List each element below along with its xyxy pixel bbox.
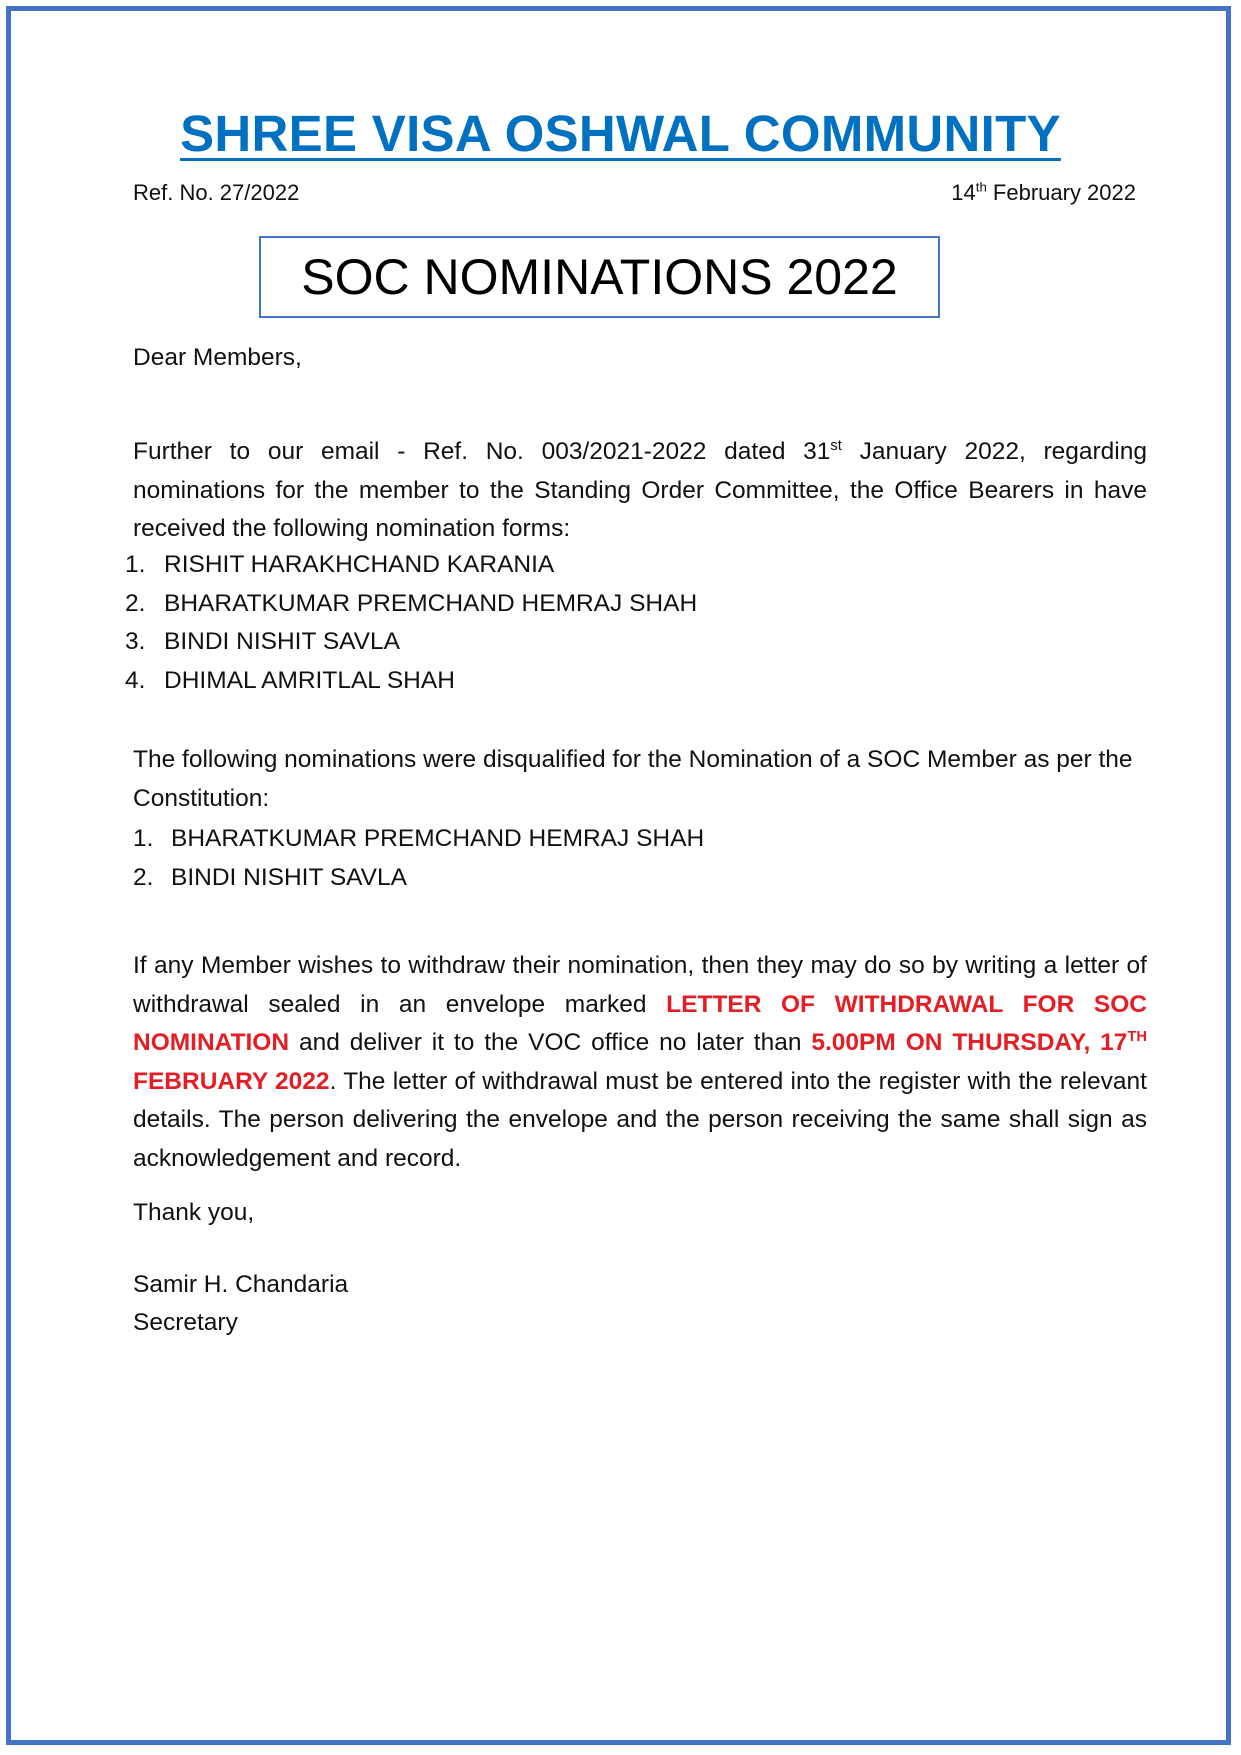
list-item: 4. DHIMAL AMRITLAL SHAH — [100, 662, 697, 701]
intro-part1: Further to our email - Ref. No. 003/2021-2022 dated 31 — [133, 438, 831, 465]
intro-sup: st — [830, 437, 842, 454]
list-item: 1. RISHIT HARAKHCHAND KARANIA — [100, 546, 697, 585]
disqualified-paragraph: The following nominations were disqualified for the Nomination of a SOC Member as per the Constitution: — [133, 746, 1133, 812]
withdrawal-paragraph — [133, 947, 1147, 1178]
nominee-name: RISHIT HARAKHCHAND KARANIA — [164, 551, 555, 578]
disqualified-list — [108, 820, 704, 897]
signatory-name: Samir H. Chandaria — [133, 1271, 349, 1298]
date-day: 14 — [951, 180, 976, 205]
withdrawal-text-3: . The letter of withdrawal must be entered into the register with the relevant details. The person delivering the envelope and the person receiving the same shall sign as acknowledgement and record. — [133, 1067, 1147, 1172]
withdrawal-deadline: 5.00PM ON THURSDAY, 17TH FEBRUARY 2022 — [133, 1028, 1148, 1095]
closing: Thank you, — [133, 1199, 255, 1226]
list-item: 2. BHARATKUMAR PREMCHAND HEMRAJ SHAH — [100, 585, 697, 624]
list-item: 3. BINDI NISHIT SAVLA — [100, 623, 697, 662]
subject-text: SOC NOMINATIONS 2022 — [301, 249, 898, 305]
subject-box — [259, 236, 940, 318]
reference-number: Ref. No. 27/2022 — [133, 180, 300, 205]
date-rest: February 2022 — [992, 180, 1136, 205]
withdrawal-text-1: If any Member wishes to withdraw their nomination, then they may do so by writing a letter of withdrawal sealed in an envelope marked — [133, 952, 1147, 1018]
intro-part2: January 2022, regarding nominations for the member to the Standing Order Committee, the Office Bearers in have received the following nomination forms: — [133, 438, 1147, 542]
disqualified-name: BINDI NISHIT SAVLA — [171, 863, 407, 891]
signatory-title: Secretary — [133, 1309, 238, 1336]
nominee-name: BHARATKUMAR PREMCHAND HEMRAJ SHAH — [164, 589, 698, 617]
letter-date — [951, 180, 1136, 206]
withdrawal-text-2: and deliver it to the VOC office no later than — [289, 1029, 812, 1056]
organization-title: SHREE VISA OSHWAL COMMUNITY — [180, 105, 1061, 162]
intro-paragraph — [133, 433, 1147, 549]
withdrawal-highlight-1: LETTER OF WITHDRAWAL FOR SOC NOMINATION — [133, 990, 1147, 1056]
nominee-name: BINDI NISHIT SAVLA — [164, 628, 400, 655]
list-item: 1. BHARATKUMAR PREMCHAND HEMRAJ SHAH — [108, 820, 704, 859]
date-suffix: th — [975, 179, 987, 195]
nominations-list — [100, 546, 697, 700]
nominee-name: DHIMAL AMRITLAL SHAH — [164, 666, 455, 694]
list-item: 2. BINDI NISHIT SAVLA — [108, 859, 704, 898]
disqualified-name: BHARATKUMAR PREMCHAND HEMRAJ SHAH — [171, 825, 705, 852]
salutation: Dear Members, — [133, 344, 302, 371]
